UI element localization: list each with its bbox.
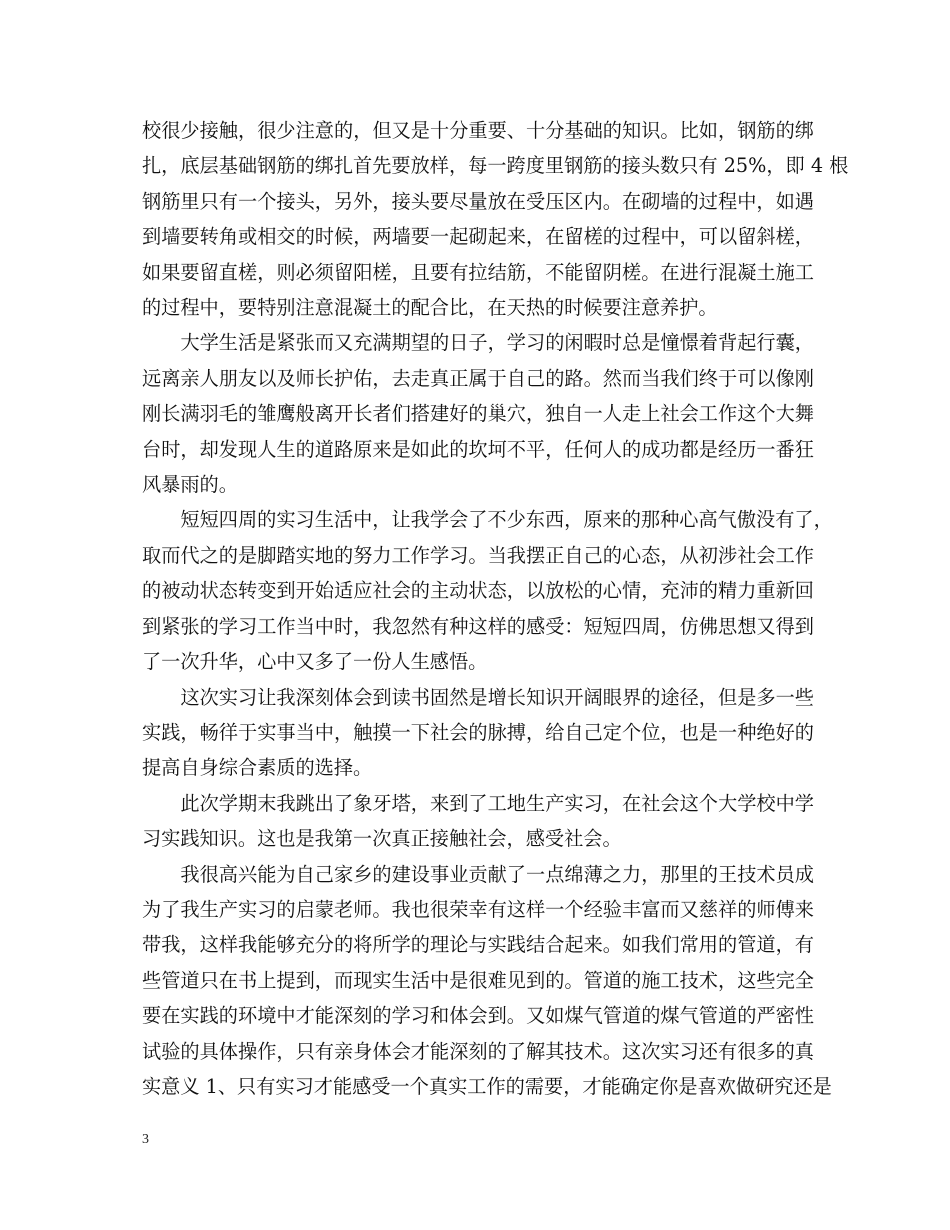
text-line: 钢筋里只有一个接头，另外，接头要尽量放在受压区内。在砌墙的过程中，如遇 — [142, 189, 814, 213]
page-number: 3 — [142, 1132, 149, 1147]
text-line: 我很高兴能为自己家乡的建设事业贡献了一点绵薄之力，那里的王技术员成 — [180, 862, 814, 886]
paragraph — [142, 502, 833, 679]
text-line: 带我，这样我能够充分的将所学的理论与实践结合起来。如我们常用的管道，有 — [142, 933, 814, 957]
text-line: 大学生活是紧张而又充满期望的日子，学习的闲暇时总是憧憬着背起行囊， — [180, 331, 814, 355]
text-line: 些管道只在书上提到，而现实生活中是很难见到的。管道的施工技术，这些完全 — [142, 968, 814, 992]
text-line: 到紧张的学习工作当中时，我忽然有种这样的感受：短短四周，仿佛思想又得到 — [142, 614, 814, 638]
text-line: 到墙要转角或相交的时候，两墙要一起砌起来，在留槎的过程中，可以留斜槎， — [142, 225, 814, 249]
text-line: 要在实践的环境中才能深刻的学习和体会到。又如煤气管道的煤气管道的严密性 — [142, 1004, 814, 1028]
text-line: 实意义 1、只有实习才能感受一个真实工作的需要，才能确定你是喜欢做研究还是 — [142, 1074, 832, 1098]
text-line: 的过程中，要特别注意混凝土的配合比，在天热的时候要注意养护。 — [142, 296, 718, 320]
paragraph — [142, 857, 832, 1105]
text-line: 此次学期末我跳出了象牙塔，来到了工地生产实习，在社会这个大学校中学 — [180, 791, 814, 815]
paragraph — [142, 113, 849, 325]
paragraph — [142, 786, 814, 857]
text-line: 台时，却发现人生的道路原来是如此的坎坷不平，任何人的成功都是经历一番狂 — [142, 437, 814, 461]
text-line: 为了我生产实习的启蒙老师。我也很荣幸有这样一个经验丰富而又慈祥的师傅来 — [142, 897, 814, 921]
text-line: 风暴雨的。 — [142, 473, 238, 497]
text-line: 校很少接触，很少注意的，但又是十分重要、十分基础的知识。比如，钢筋的绑 — [142, 119, 814, 142]
paragraph — [142, 325, 814, 502]
text-line: 远离亲人朋友以及师长护佑，去走真正属于自己的路。然而当我们终于可以像刚 — [142, 366, 814, 390]
text-line: 提高自身综合素质的选择。 — [142, 756, 373, 780]
text-line: 的被动状态转变到开始适应社会的主动状态，以放松的心情，充沛的精力重新回 — [142, 579, 814, 603]
text-line: 习实践知识。这也是我第一次真正接触社会，感受社会。 — [142, 827, 622, 851]
text-line: 试验的具体操作，只有亲身体会才能深刻的了解其技术。这次实习还有很多的真 — [142, 1039, 814, 1063]
text-line: 如果要留直槎，则必须留阳槎，且要有拉结筋，不能留阴槎。在进行混凝土施工 — [142, 260, 814, 284]
document-body — [142, 113, 849, 1104]
text-line: 扎，底层基础钢筋的绑扎首先要放样，每一跨度里钢筋的接头数只有 25%，即 4 根 — [142, 154, 849, 178]
text-line: 刚长满羽毛的雏鹰般离开长者们搭建好的巢穴，独自一人走上社会工作这个大舞 — [142, 402, 814, 426]
text-line: 短短四周的实习生活中，让我学会了不少东西，原来的那种心高气傲没有了， — [180, 508, 833, 532]
text-line: 实践，畅徉于实事当中，触摸一下社会的脉搏，给自己定个位，也是一种绝好的 — [142, 720, 814, 744]
text-line: 取而代之的是脚踏实地的努力工作学习。当我摆正自己的心态，从初涉社会工作 — [142, 543, 814, 567]
text-line: 这次实习让我深刻体会到读书固然是增长知识开阔眼界的途径，但是多一些 — [180, 685, 814, 709]
paragraph — [142, 680, 814, 786]
text-line: 了一次升华，心中又多了一份人生感悟。 — [142, 650, 488, 674]
